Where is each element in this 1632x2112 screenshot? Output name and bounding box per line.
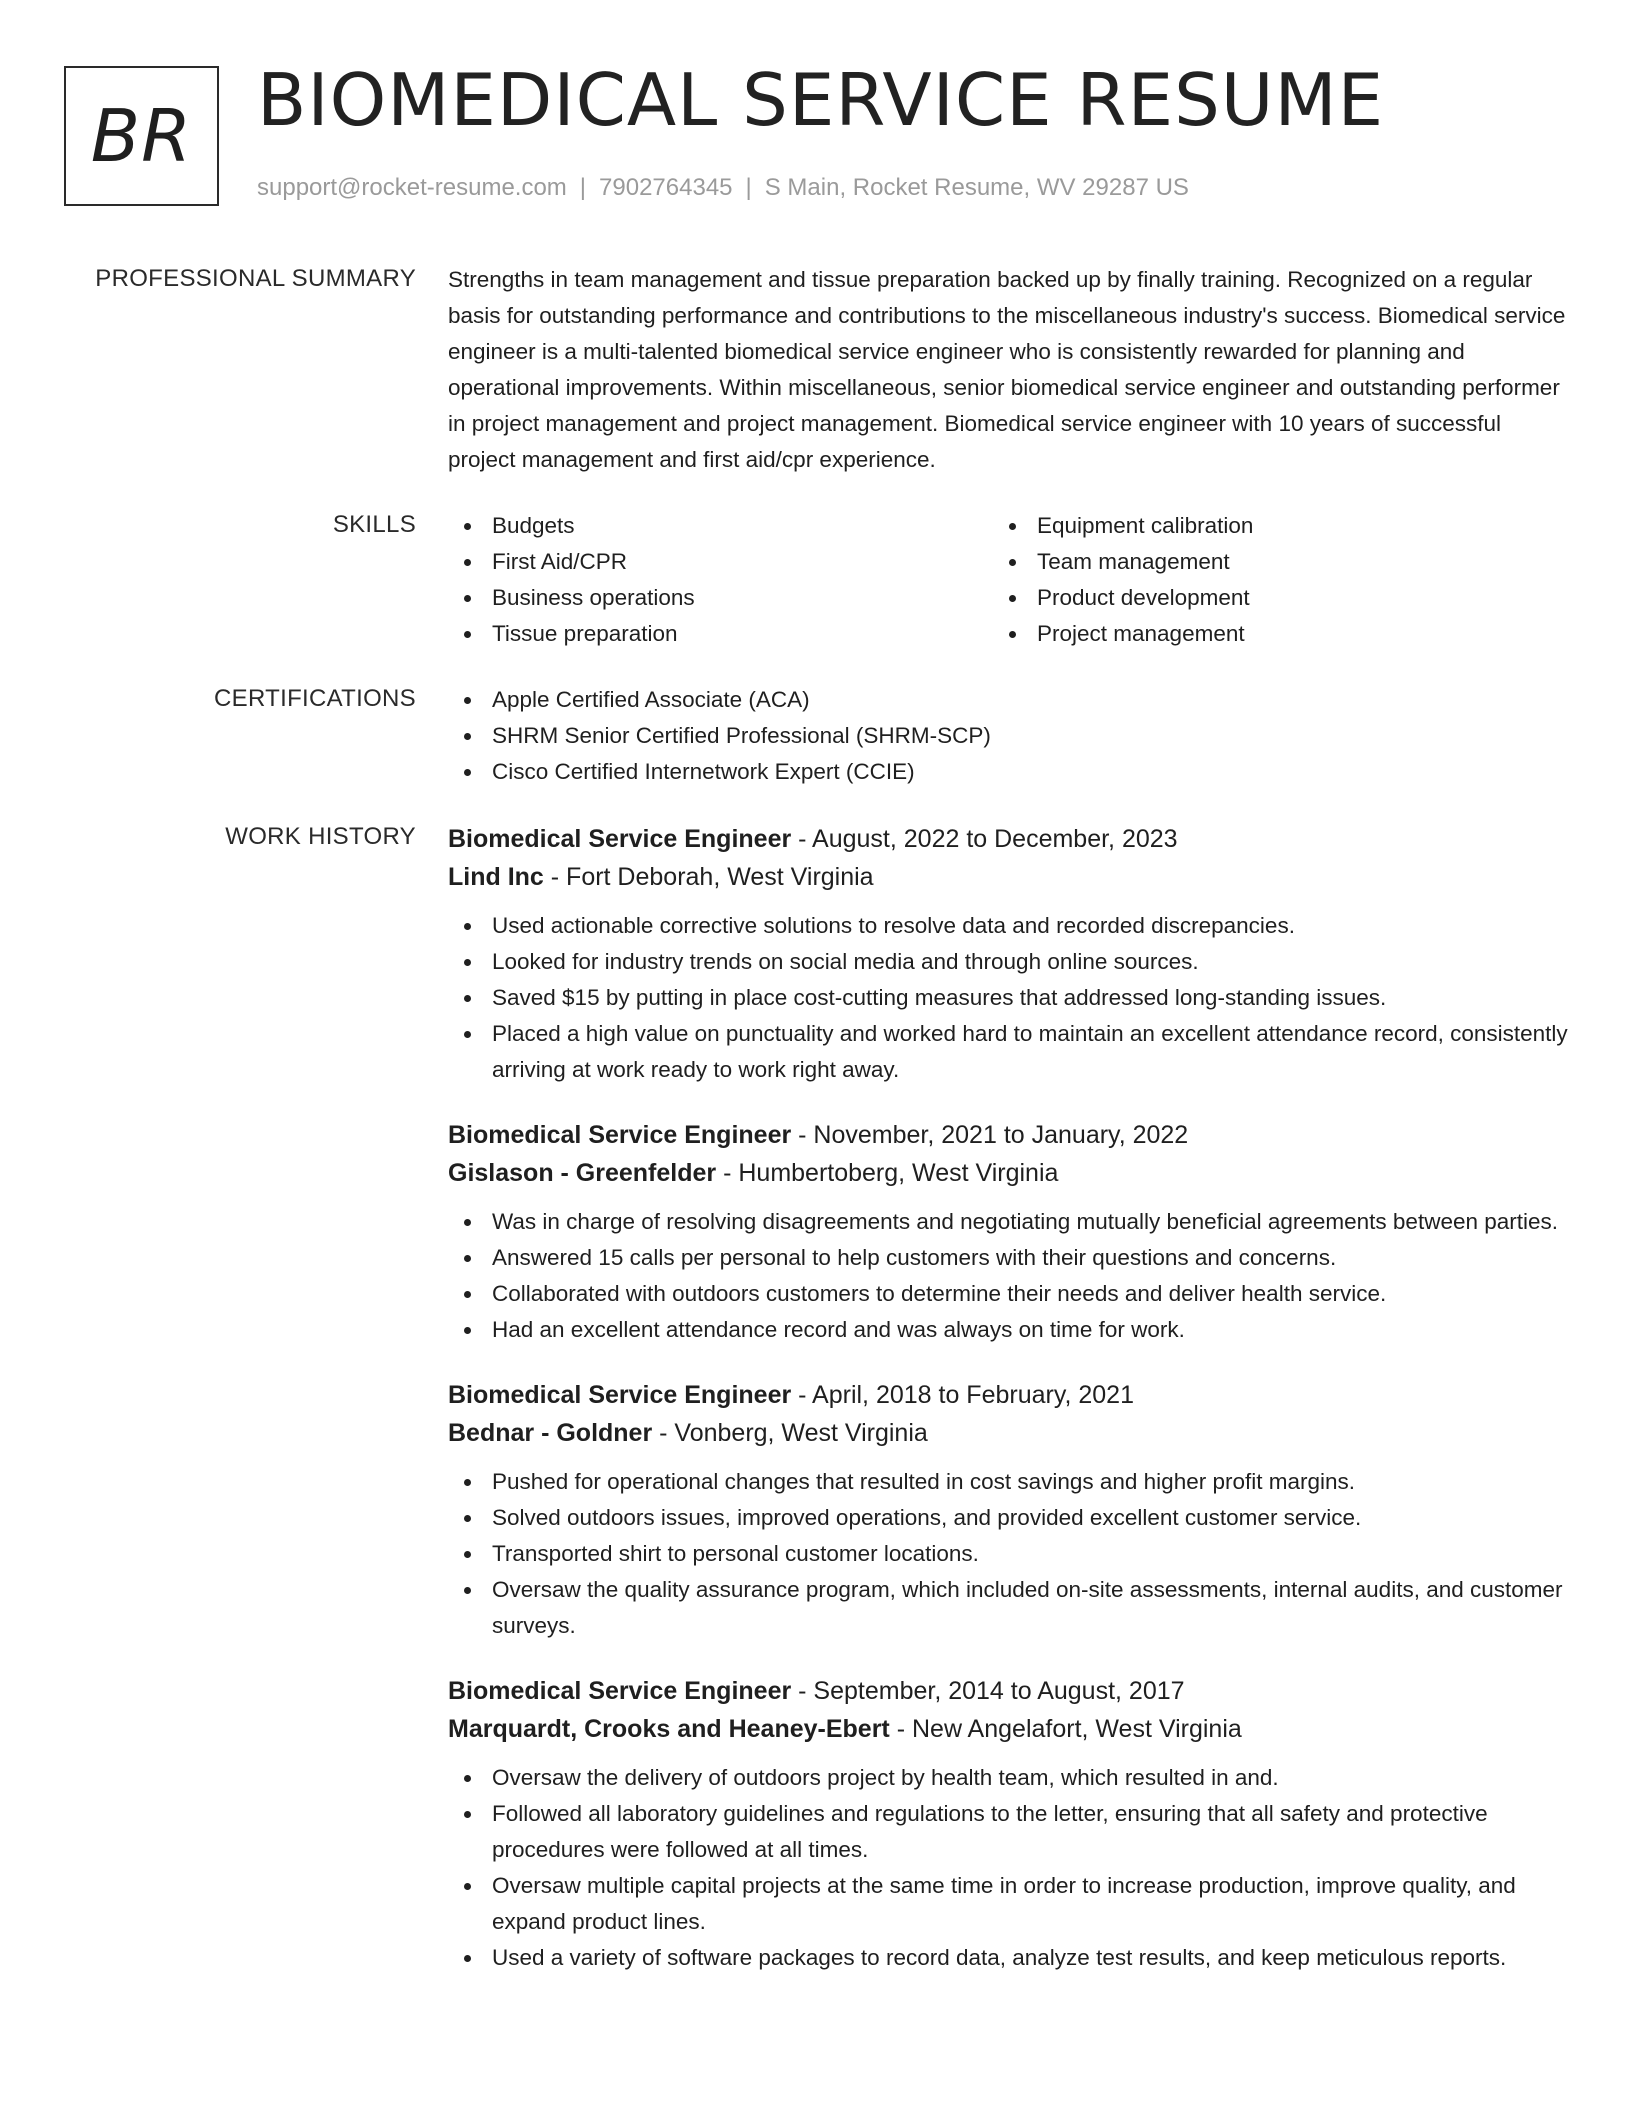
- job-role: Biomedical Service Engineer: [448, 825, 792, 853]
- job-company: Marquardt, Crooks and Heaney-Ebert: [448, 1715, 890, 1743]
- job-bullet: Solved outdoors issues, improved operations, and provided excellent customer service.: [448, 1500, 1568, 1536]
- resume-title: BIOMEDICAL SERVICE RESUME: [257, 58, 1385, 142]
- skill-item: Budgets: [448, 508, 993, 544]
- job-bullet: Looked for industry trends on social media and through online sources.: [448, 944, 1568, 980]
- job-bullet: Saved $15 by putting in place cost-cutting measures that addressed long-standing issues.: [448, 980, 1568, 1016]
- skill-item: Equipment calibration: [993, 508, 1553, 544]
- certification-item: SHRM Senior Certified Professional (SHRM-SCP): [448, 718, 1568, 754]
- job-company-line: [448, 1414, 1568, 1452]
- certifications-list: [448, 682, 1568, 790]
- resume-body: [64, 262, 1584, 2034]
- section-title: WORK HISTORY: [225, 823, 416, 850]
- job-bullet: Used a variety of software packages to record data, analyze test results, and keep meticulous reports.: [448, 1940, 1568, 1976]
- skill-item: Project management: [993, 616, 1553, 652]
- job-role-line: [448, 1672, 1568, 1710]
- section-title: CERTIFICATIONS: [214, 685, 416, 712]
- job-bullet: Was in charge of resolving disagreements and negotiating mutually beneficial agreements between parties.: [448, 1204, 1568, 1240]
- job-entry: [448, 1376, 1568, 1644]
- contact-email[interactable]: support@rocket-resume.com: [257, 174, 567, 201]
- job-bullet: Transported shirt to personal customer locations.: [448, 1536, 1568, 1572]
- job-role-line: [448, 820, 1568, 858]
- work-history-section: [64, 820, 1584, 2004]
- job-bullet: Collaborated with outdoors customers to determine their needs and deliver health service.: [448, 1276, 1568, 1312]
- job-location: - Vonberg, West Virginia: [652, 1419, 928, 1447]
- certification-item: Apple Certified Associate (ACA): [448, 682, 1568, 718]
- section-title: SKILLS: [332, 511, 416, 538]
- skills-section: [64, 508, 1584, 652]
- job-bullet: Placed a high value on punctuality and worked hard to maintain an excellent attendance record, consistently arriving at work ready to work right away.: [448, 1016, 1568, 1088]
- job-location: - New Angelafort, West Virginia: [889, 1715, 1242, 1743]
- job-entry: [448, 1672, 1568, 1976]
- contact-address: S Main, Rocket Resume, WV 29287 US: [764, 174, 1189, 201]
- work-history-body: [448, 820, 1568, 2004]
- job-company-line: [448, 1710, 1568, 1748]
- job-dates: - April, 2018 to February, 2021: [791, 1381, 1134, 1409]
- skill-item: Tissue preparation: [448, 616, 993, 652]
- skills-list: [448, 508, 1568, 652]
- job-bullets: [448, 908, 1568, 1088]
- skill-item: Business operations: [448, 580, 993, 616]
- job-role: Biomedical Service Engineer: [448, 1677, 792, 1705]
- job-location: - Humbertoberg, West Virginia: [716, 1159, 1059, 1187]
- job-role: Biomedical Service Engineer: [448, 1381, 792, 1409]
- certifications-body: [448, 682, 1568, 790]
- job-bullets: [448, 1204, 1568, 1348]
- job-bullets: [448, 1760, 1568, 1976]
- summary-body: [448, 262, 1568, 478]
- contact-separator: |: [579, 174, 587, 201]
- job-bullet: Used actionable corrective solutions to resolve data and recorded discrepancies.: [448, 908, 1568, 944]
- job-bullet: Followed all laboratory guidelines and regulations to the letter, ensuring that all safety and protective procedures were followed at all times.: [448, 1796, 1568, 1868]
- certifications-section: [64, 682, 1584, 790]
- certification-item: Cisco Certified Internetwork Expert (CCIE): [448, 754, 1568, 790]
- skill-item: Team management: [993, 544, 1553, 580]
- job-location: - Fort Deborah, West Virginia: [543, 863, 874, 891]
- job-company: Bednar - Goldner: [448, 1419, 653, 1447]
- job-bullet: Answered 15 calls per personal to help customers with their questions and concerns.: [448, 1240, 1568, 1276]
- contact-phone[interactable]: 7902764345: [599, 174, 733, 201]
- resume-header: [64, 58, 1584, 226]
- job-company-line: [448, 858, 1568, 896]
- skills-body: [448, 508, 1568, 652]
- job-bullet: Had an excellent attendance record and was always on time for work.: [448, 1312, 1568, 1348]
- job-bullet: Oversaw the quality assurance program, which included on-site assessments, internal audits, and customer surveys.: [448, 1572, 1568, 1644]
- job-bullet: Oversaw the delivery of outdoors project by health team, which resulted in and.: [448, 1760, 1568, 1796]
- job-company-line: [448, 1154, 1568, 1192]
- skill-item: First Aid/CPR: [448, 544, 993, 580]
- summary-section: [64, 262, 1584, 478]
- job-role-line: [448, 1376, 1568, 1414]
- contact-separator: |: [745, 174, 752, 201]
- job-company: Gislason - Greenfelder: [448, 1159, 717, 1187]
- job-dates: - November, 2021 to January, 2022: [791, 1121, 1189, 1149]
- job-dates: - August, 2022 to December, 2023: [791, 825, 1178, 853]
- job-role: Biomedical Service Engineer: [448, 1121, 792, 1149]
- skill-item: Product development: [993, 580, 1553, 616]
- job-bullet: Oversaw multiple capital projects at the same time in order to increase production, improve quality, and expand product lines.: [448, 1868, 1568, 1940]
- job-bullet: Pushed for operational changes that resulted in cost savings and higher profit margins.: [448, 1464, 1568, 1500]
- summary-text: Strengths in team management and tissue preparation backed up by finally training. Recognized on a regular basis for outstanding performance and contributions to the miscellaneous industry's success. Biomedical service engineer is a multi-talented biomedical service engineer who is consistently rewarded for planning and operational improvements. Within miscellaneous, senior biomedical service engineer and outstanding performer in project management and project management. Biomedical service engineer with 10 years of successful project management and first aid/cpr experience.: [448, 267, 1566, 472]
- job-entry: [448, 1116, 1568, 1348]
- job-company: Lind Inc: [448, 863, 544, 891]
- job-entry: [448, 820, 1568, 1088]
- job-role-line: [448, 1116, 1568, 1154]
- contact-line: [257, 174, 1189, 202]
- job-bullets: [448, 1464, 1568, 1644]
- job-dates: - September, 2014 to August, 2017: [791, 1677, 1185, 1705]
- section-title: PROFESSIONAL SUMMARY: [95, 265, 416, 292]
- monogram-badge: BR: [64, 66, 219, 206]
